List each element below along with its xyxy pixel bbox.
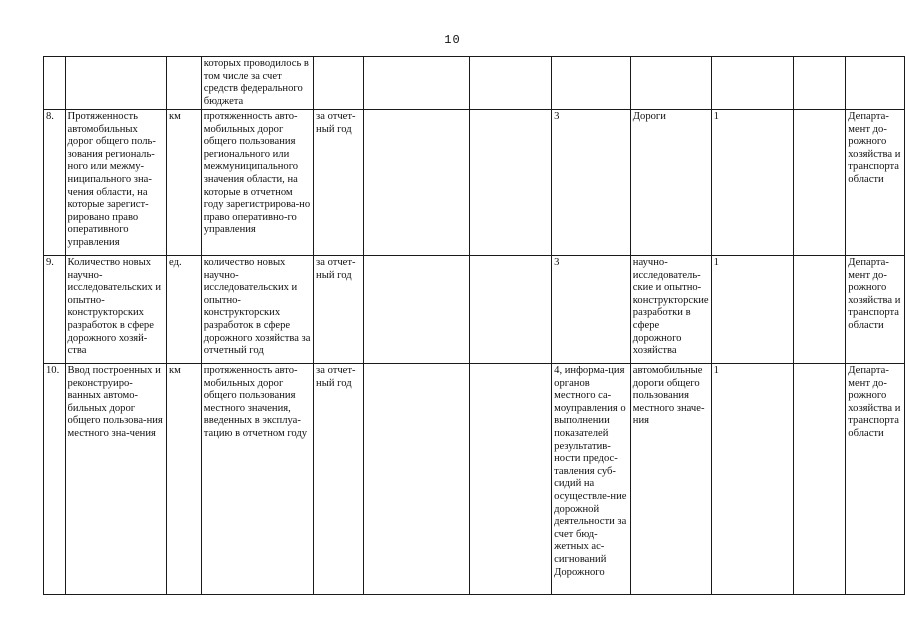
table-row (44, 256, 905, 364)
cell-indicator-name: Протяженность автомобильных дорог общего поль-зования региональ-ного или межму-ниципального зна-чения области, на которые зарегист-рировано право оперативного управления (65, 110, 166, 256)
cell-method: 3 (552, 256, 631, 364)
cell-source: автомобильные дороги общего пользования местного значе-ния (630, 364, 711, 595)
page-number: 10 (444, 33, 461, 47)
cell-empty (794, 57, 840, 110)
cell-definition: протяженность авто-мобильных дорог общего пользования местного значения, введенных в эксплуа-тацию в отчетном году (201, 364, 313, 595)
cell-level: 1 (711, 364, 793, 595)
cell-unit: ед. (167, 256, 202, 364)
cell-source (630, 57, 711, 110)
cell-number: 8. (44, 110, 66, 256)
cell-definition: которых проводилось в том числе за счет средств федерального бюджета (201, 57, 313, 110)
cell-level: 1 (711, 256, 793, 364)
cell-unit: км (167, 110, 202, 256)
cell-empty (470, 364, 552, 595)
cell-responsible (846, 57, 905, 110)
table-row (44, 110, 905, 256)
cell-period: за отчет-ный год (314, 364, 364, 595)
cell-indicator-name: Ввод построенных и реконструиро-ванных автомо-бильных дорог общего пользова-ния местного зна-чения (65, 364, 166, 595)
cell-empty (363, 256, 470, 364)
table-row (44, 57, 905, 110)
cell-responsible: Департа-мент до-рожного хозяйства и транспорта области (846, 110, 905, 256)
cell-unit: км (167, 364, 202, 595)
cell-indicator-name: Количество новых научно-исследовательских и опытно-конструкторских разработок в сфере дорожного хозяй-ства (65, 256, 166, 364)
cell-empty (794, 110, 840, 256)
cell-empty (363, 57, 470, 110)
cell-indicator-name (65, 57, 166, 110)
cell-number: 9. (44, 256, 66, 364)
cell-empty (794, 364, 840, 595)
cell-empty (470, 57, 552, 110)
cell-responsible: Департа-мент до-рожного хозяйства и транспорта области (846, 256, 905, 364)
cell-number: 10. (44, 364, 66, 595)
cell-method: 4, информа-ция органов местного са-моуправления о выполнении показателей результатив-ности предос-тавления суб-сидий на осуществле-ние дорожной деятельности за счет бюд-жетных ас-сигнований Дорожного (552, 364, 631, 595)
cell-unit (167, 57, 202, 110)
cell-level: 1 (711, 110, 793, 256)
cell-level (711, 57, 793, 110)
cell-empty (363, 110, 470, 256)
cell-period (314, 57, 364, 110)
cell-method: 3 (552, 110, 631, 256)
cell-empty (470, 256, 552, 364)
indicators-table (43, 56, 905, 595)
cell-empty (470, 110, 552, 256)
cell-empty (794, 256, 840, 364)
cell-source: научно-исследователь-ские и опытно-конструкторские разработки в сфере дорожного хозяйства (630, 256, 711, 364)
cell-definition: протяженность авто-мобильных дорог общего пользования регионального или межмуниципального значения области, на которые в отчетном году зарегистрирова-но право оперативно-го управления (201, 110, 313, 256)
cell-method (552, 57, 631, 110)
cell-period: за отчет-ный год (314, 110, 364, 256)
cell-number (44, 57, 66, 110)
cell-period: за отчет-ный год (314, 256, 364, 364)
cell-source: Дороги (630, 110, 711, 256)
table-row (44, 364, 905, 595)
cell-responsible: Департа-мент до-рожного хозяйства и транспорта области (846, 364, 905, 595)
cell-definition: количество новых научно-исследовательских и опытно-конструкторских разработок в сфере дорожного хозяйства за отчетный год (201, 256, 313, 364)
cell-empty (363, 364, 470, 595)
